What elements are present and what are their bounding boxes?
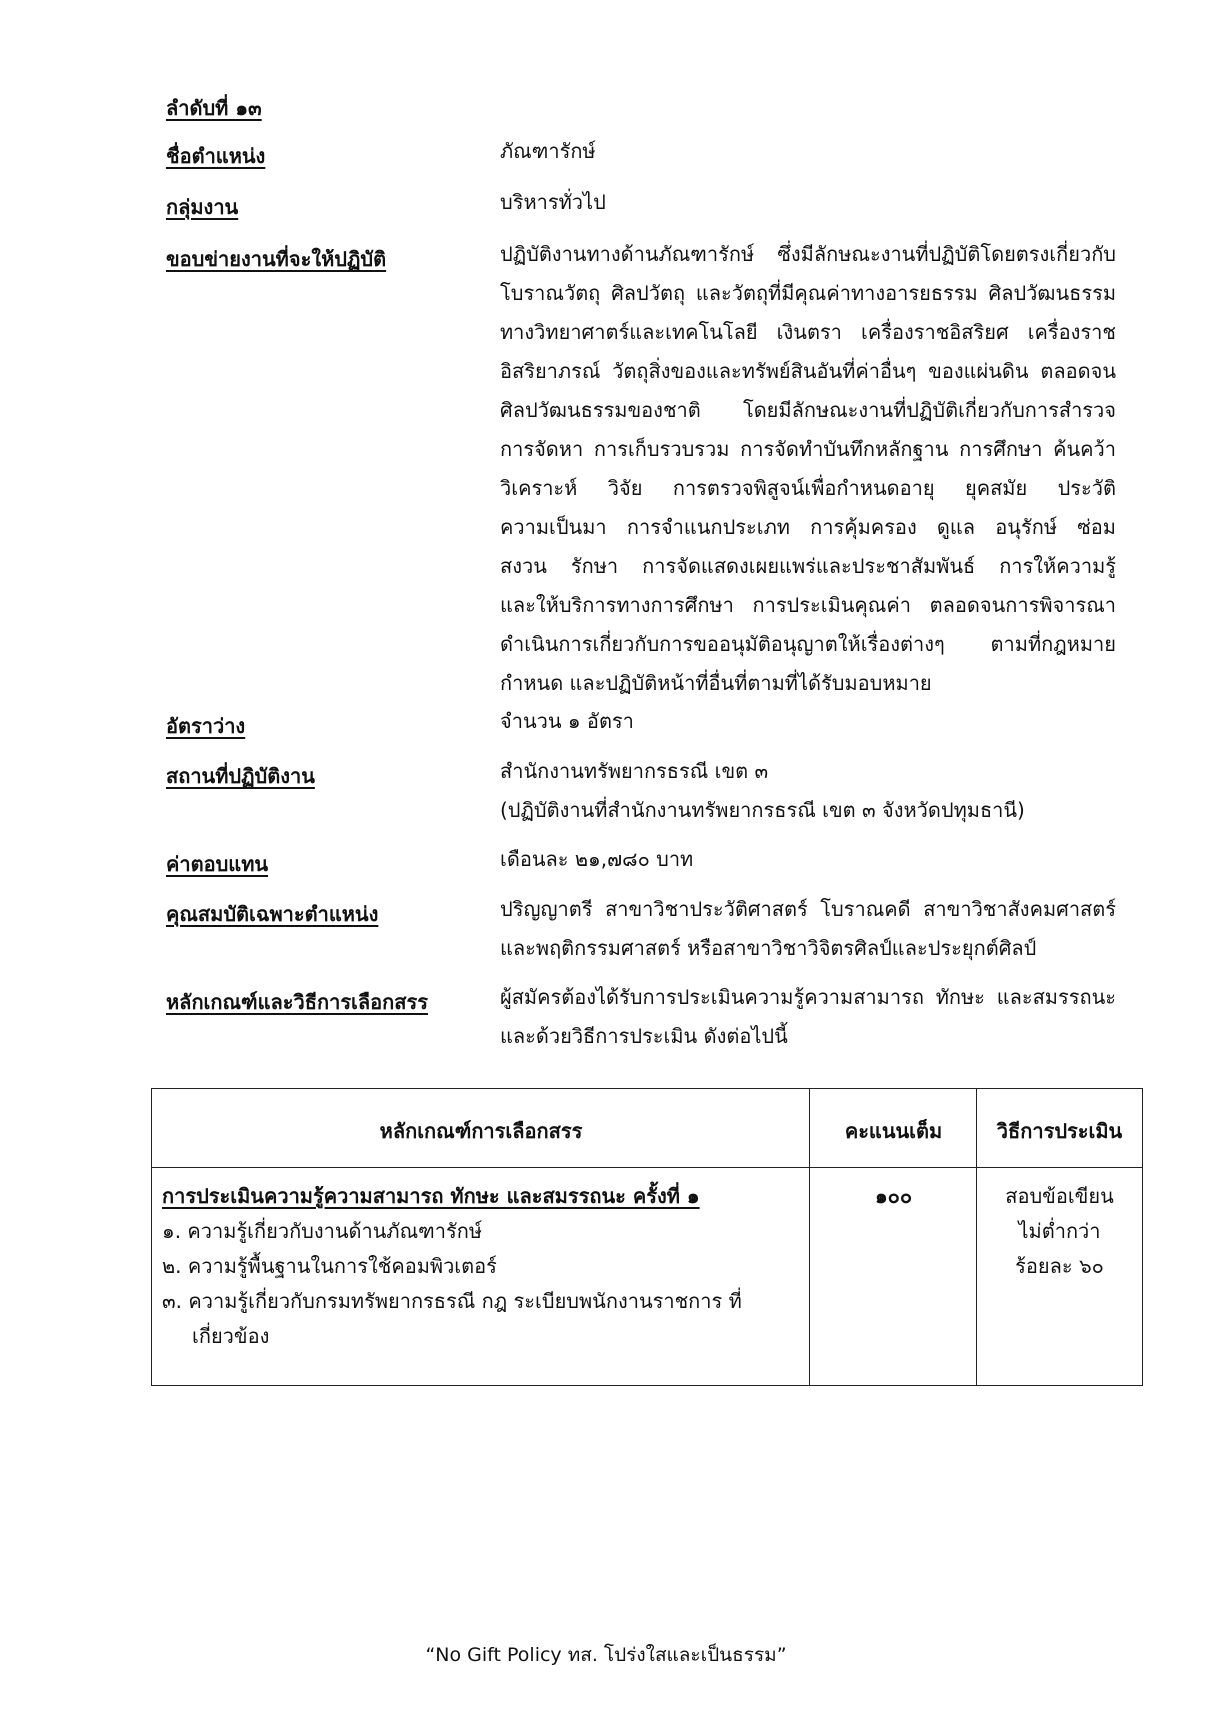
qualification-line-2: และพฤติกรรมศาสตร์ หรือสาขาวิชาวิจิตรศิลป์และประยุกต์ศิลป์ — [500, 936, 1037, 960]
qualification-label: คุณสมบัติเฉพาะตำแหน่ง — [166, 902, 379, 926]
scope-line: กำหนด และปฏิบัติหน้าที่อื่นที่ตามที่ได้รับมอบหมาย — [500, 671, 932, 695]
scope-line: วิเคราะห์ วิจัย การตรวจพิสูจน์เพื่อกำหนดอายุ ยุคสมัย ประวัติ — [500, 476, 1116, 500]
salary-value: เดือนละ ๒๑,๗๘๐ บาท — [500, 847, 694, 871]
criteria-header: หลักเกณฑ์การเลือกสรร — [379, 1119, 583, 1143]
criteria-table — [151, 1088, 1143, 1386]
position-value: ภัณฑารักษ์ — [500, 139, 596, 163]
method-line: ไม่ต่ำกว่า — [1018, 1219, 1101, 1243]
vacancy-label: อัตราว่าง — [166, 714, 246, 738]
scope-line: และให้บริการทางการศึกษา การประเมินคุณค่า ตลอดจนการพิจารณา — [500, 593, 1116, 617]
criteria-column — [152, 1089, 810, 1385]
location-value — [500, 752, 1116, 830]
position-label: ชื่อตำแหน่ง — [166, 144, 266, 168]
criteria-item: ๓. ความรู้เกี่ยวกับกรมทรัพยากรธรณี กฎ ระเบียบพนักงานราชการ ที่เกี่ยวข้อง — [162, 1289, 742, 1348]
score-header: คะแนนเต็ม — [844, 1119, 943, 1143]
method-line: ร้อยละ ๖๐ — [1015, 1254, 1104, 1278]
scope-line: ปฏิบัติงานทางด้านภัณฑารักษ์ ซึ่งมีลักษณะงานที่ปฏิบัติโดยตรงเกี่ยวกับ — [500, 242, 1116, 266]
criteria-item: ๒. ความรู้พื้นฐานในการใช้คอมพิวเตอร์ — [162, 1254, 497, 1278]
method-column — [977, 1089, 1142, 1385]
scope-line: ทางวิทยาศาตร์และเทคโนโลยี เงินตรา เครื่องราชอิสริยศ เครื่องราช — [500, 320, 1116, 344]
score-cell: ๑๐๐ — [874, 1184, 913, 1208]
vacancy-value: จำนวน ๑ อัตรา — [500, 709, 634, 733]
scope-line: สงวน รักษา การจัดแสดงเผยแพร่และประชาสัมพันธ์ การให้ความรู้ — [500, 554, 1116, 578]
criteria-line-2: และด้วยวิธีการประเมิน ดังต่อไปนี้ — [500, 1024, 788, 1048]
salary-label: ค่าตอบแทน — [166, 852, 269, 876]
criteria-item: ๑. ความรู้เกี่ยวกับงานด้านภัณฑารักษ์ — [162, 1219, 483, 1243]
scope-line: ดำเนินการเกี่ยวกับการขออนุมัติอนุญาตให้เรื่องต่างๆ ตามที่กฎหมาย — [500, 632, 1116, 656]
order-label: ลำดับที่ ๑๓ — [166, 96, 262, 120]
scope-line: โบราณวัตถุ ศิลปวัตถุ และวัตถุที่มีคุณค่าทางอารยธรรม ศิลปวัฒนธรรม — [500, 281, 1116, 305]
table-header-divider — [152, 1167, 1142, 1168]
criteria-line-1: ผู้สมัครต้องได้รับการประเมินความรู้ความสามารถ ทักษะ และสมรรถนะ — [500, 985, 1116, 1009]
scope-line: อิสริยาภรณ์ วัตถุสิ่งของและทรัพย์สินอันที่ค่าอื่นๆ ของแผ่นดิน ตลอดจน — [500, 359, 1116, 383]
criteria-value — [500, 978, 1116, 1056]
scope-line: ความเป็นมา การจำแนกประเภท การคุ้มครอง ดูแล อนุรักษ์ ซ่อม — [500, 515, 1116, 539]
method-cell — [977, 1179, 1142, 1284]
method-header: วิธีการประเมิน — [996, 1119, 1123, 1143]
qualification-value — [500, 890, 1116, 968]
scope-label: ขอบข่ายงานที่จะให้ปฏิบัติ — [166, 247, 387, 271]
group-value: บริหารทั่วไป — [500, 190, 606, 214]
criteria-round-title: การประเมินความรู้ความสามารถ ทักษะ และสมรรถนะ ครั้งที่ ๑ — [162, 1184, 700, 1208]
location-line-1: สำนักงานทรัพยากรธรณี เขต ๓ — [500, 759, 769, 783]
location-line-2: (ปฏิบัติงานที่สำนักงานทรัพยากรธรณี เขต ๓ จังหวัดปทุมธานี) — [500, 798, 1025, 822]
qualification-line-1: ปริญญาตรี สาขาวิชาประวัติศาสตร์ โบราณคดี สาขาวิชาสังคมศาสตร์ — [500, 897, 1116, 921]
scope-line: ศิลปวัฒนธรรมของชาติ โดยมีลักษณะงานที่ปฏิบัติเกี่ยวกับการสำรวจ — [500, 398, 1116, 422]
criteria-label: หลักเกณฑ์และวิธีการเลือกสรร — [166, 990, 428, 1014]
location-label: สถานที่ปฏิบัติงาน — [166, 764, 315, 788]
group-label: กลุ่มงาน — [166, 195, 239, 219]
criteria-cell — [162, 1179, 792, 1354]
score-column — [810, 1089, 977, 1385]
scope-line: การจัดหา การเก็บรวบรวม การจัดทำบันทึกหลักฐาน การศึกษา ค้นคว้า — [500, 437, 1116, 461]
method-line: สอบข้อเขียน — [1005, 1184, 1114, 1208]
scope-paragraph — [500, 235, 1116, 703]
footer-slogan: “No Gift Policy ทส. โปร่งใสและเป็นธรรม” — [425, 1644, 787, 1666]
